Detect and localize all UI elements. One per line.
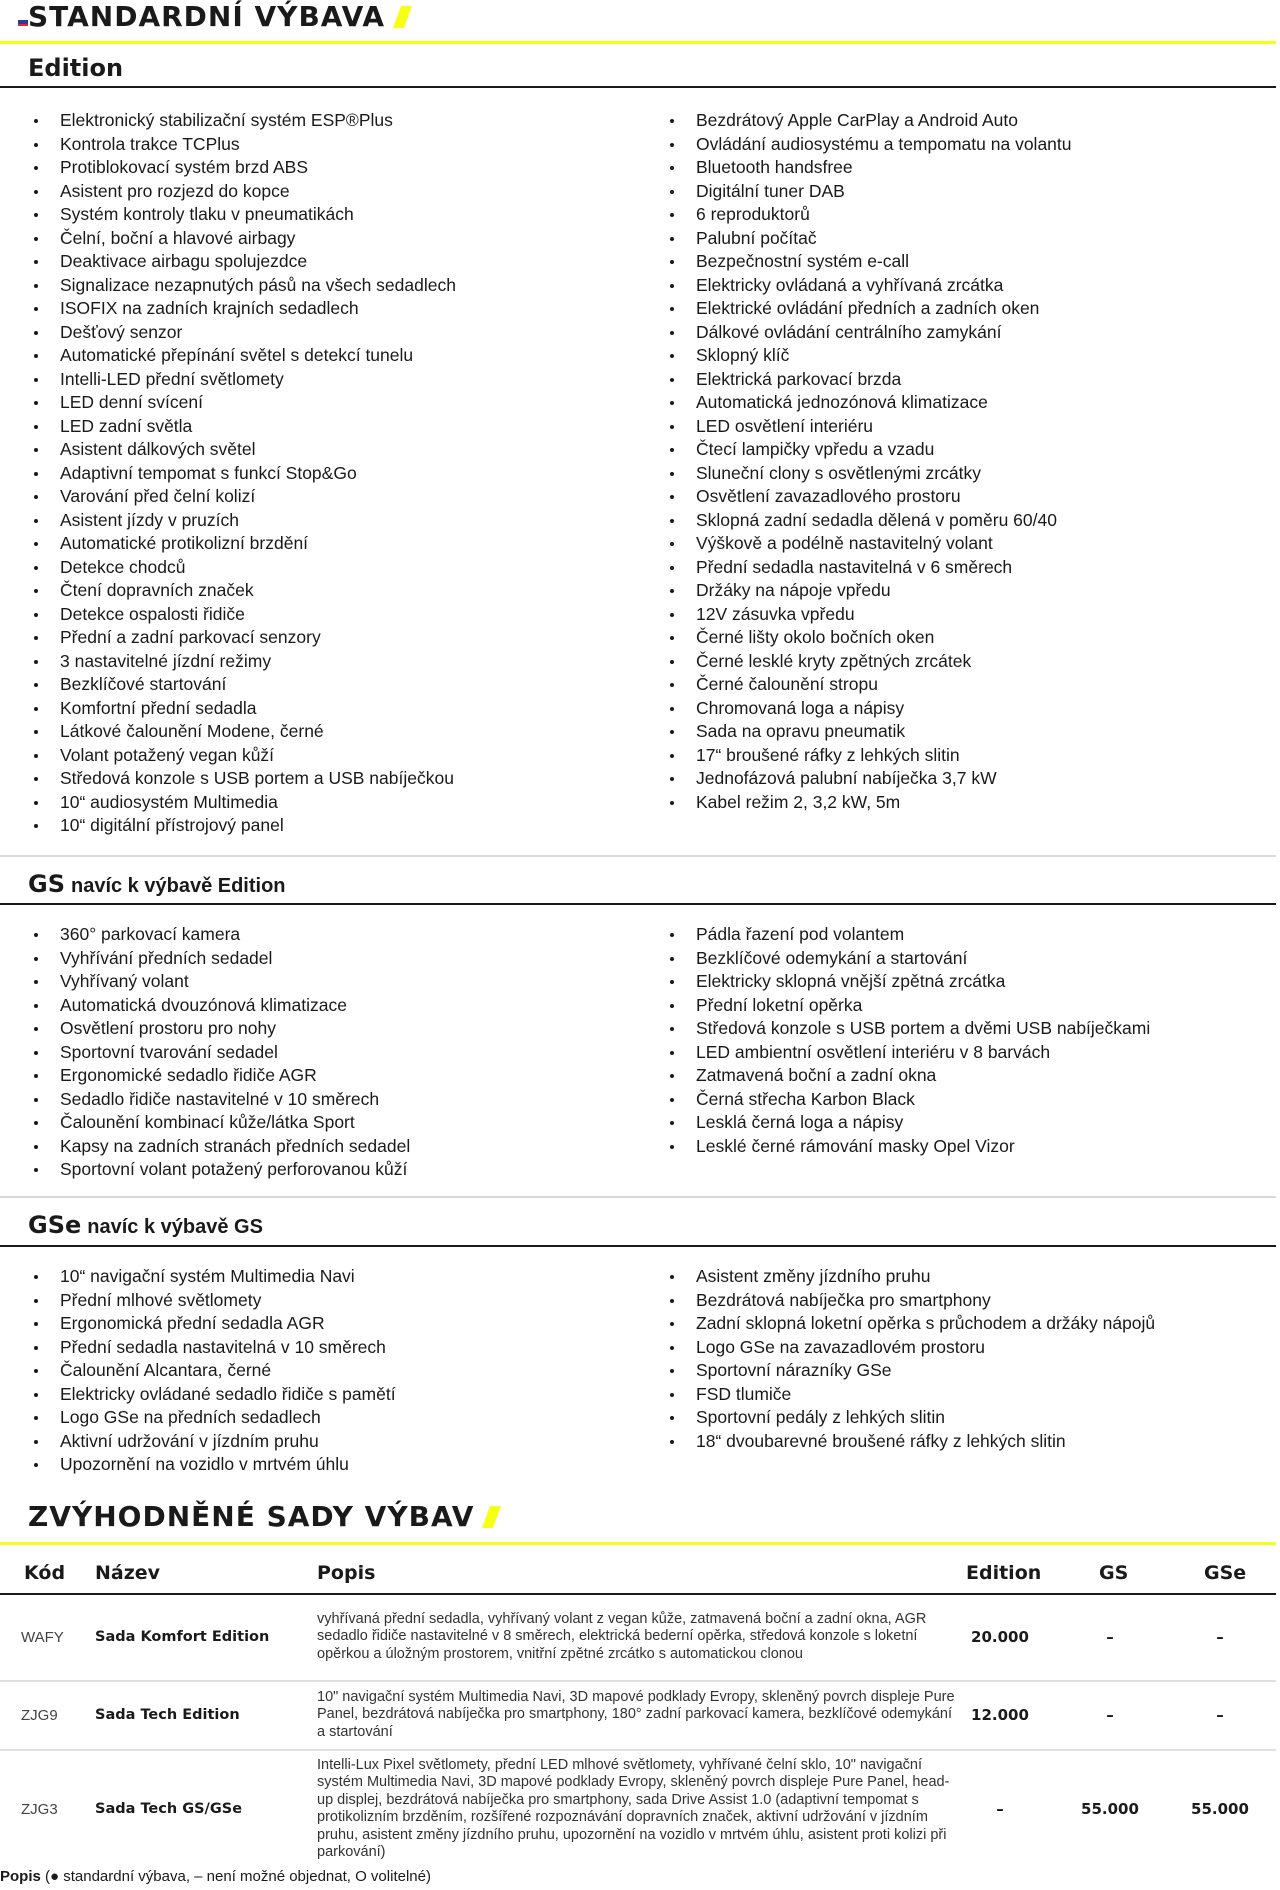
feature-item: Černá střecha Karbon Black — [666, 1088, 1266, 1112]
row-name: Sada Komfort Edition — [95, 1629, 270, 1645]
feature-item: Elektricky sklopná vnější zpětná zrcátka — [666, 970, 1266, 994]
header-name: Název — [95, 1562, 161, 1584]
feature-item: 3 nastavitelné jízdní režimy — [30, 650, 650, 674]
section-divider — [0, 1196, 1276, 1198]
feature-item: Čtení dopravních značek — [30, 579, 650, 603]
row-edition-price: – — [996, 1800, 1004, 1818]
legend-label: Popis — [0, 1868, 41, 1885]
row-divider — [0, 1749, 1276, 1751]
gs-list-left — [30, 923, 650, 1182]
feature-item: Asistent dálkových světel — [30, 438, 650, 462]
feature-item: Bezdrátová nabíječka pro smartphony — [666, 1289, 1266, 1313]
row-gs-price: – — [1106, 1628, 1114, 1646]
feature-item: 12V zásuvka vpředu — [666, 603, 1266, 627]
feature-item: FSD tlumiče — [666, 1383, 1266, 1407]
feature-item: 6 reproduktorů — [666, 203, 1266, 227]
row-gs-price: – — [1106, 1706, 1114, 1724]
feature-item: Elektricky ovládaná a vyhřívaná zrcátka — [666, 274, 1266, 298]
feature-item: Kontrola trakce TCPlus — [30, 133, 650, 157]
feature-item: Lesklé černé rámování masky Opel Vizor — [666, 1135, 1266, 1159]
row-code: WAFY — [21, 1628, 64, 1646]
feature-item: Přední loketní opěrka — [666, 994, 1266, 1018]
table-header-divider — [0, 1593, 1276, 1595]
feature-item: Upozornění na vozidlo v mrtvém úhlu — [30, 1453, 650, 1477]
slash-accent-icon — [393, 6, 412, 28]
feature-item: Středová konzole s USB portem a dvěmi USB nabíječkami — [666, 1017, 1266, 1041]
feature-item: LED osvětlení interiéru — [666, 415, 1266, 439]
feature-item: Vyhřívaný volant — [30, 970, 650, 994]
row-description: Intelli-Lux Pixel světlomety, přední LED mlhové světlomety, vyhřívané čelní sklo, 10" navigační systém Multimedia Navi, 3D mapové podklady Evropy, skleněný povrch displeje Pure Panel, head-up displej, bezdrátová nabíječka pro smartphony, sada Drive Assist 1.0 (adaptivní tempomat s protikolizním brzděním, rozšířené rozpoznávání dopravních značek, aktivní udržování v jízdním pruhu, asistent změny jízdního pruhu, upozornění na vozidlo v mrtvém úhlu, asistent proti kolizi při parkování) — [317, 1756, 950, 1860]
feature-item: Intelli-LED přední světlomety — [30, 368, 650, 392]
row-code: ZJG9 — [21, 1706, 58, 1724]
feature-item: Komfortní přední sedadla — [30, 697, 650, 721]
feature-item: Čalounění Alcantara, černé — [30, 1359, 650, 1383]
row-description: vyhřívaná přední sedadla, vyhřívaný volant z vegan kůže, zatmavená boční a zadní okna, AGR sedadlo řidiče nastavitelné v 8 směrech, elektrická bederní opěrka, středová konzole s loketní opěrkou a úložným prostorem, vnitřní zpětné zrcátko s automatickou clonou — [317, 1610, 927, 1662]
feature-item: Automatická jednozónová klimatizace — [666, 391, 1266, 415]
feature-item: Sluneční clony s osvětlenými zrcátky — [666, 462, 1266, 486]
feature-item: Automatická dvouzónová klimatizace — [30, 994, 650, 1018]
feature-item: Osvětlení prostoru pro nohy — [30, 1017, 650, 1041]
feature-item: Kabel režim 2, 3,2 kW, 5m — [666, 791, 1266, 815]
feature-item: 17“ broušené ráfky z lehkých slitin — [666, 744, 1266, 768]
feature-item: Asistent změny jízdního pruhu — [666, 1265, 1266, 1289]
section-heading-gs: GS navíc k výbavě Edition — [28, 870, 286, 898]
feature-item: Středová konzole s USB portem a USB nabíječkou — [30, 767, 650, 791]
section-divider — [0, 1245, 1276, 1247]
feature-item: Automatické přepínání světel s detekcí tunelu — [30, 344, 650, 368]
row-code: ZJG3 — [21, 1800, 58, 1818]
feature-item: Detekce chodců — [30, 556, 650, 580]
feature-item: Elektrická parkovací brzda — [666, 368, 1266, 392]
gs-list-right — [666, 923, 1266, 1158]
feature-item: Sklopný klíč — [666, 344, 1266, 368]
feature-item: Držáky na nápoje vpředu — [666, 579, 1266, 603]
feature-item: Detekce ospalosti řidiče — [30, 603, 650, 627]
feature-item: 18“ dvoubarevné broušené ráfky z lehkých slitin — [666, 1430, 1266, 1454]
feature-item: Bezdrátový Apple CarPlay a Android Auto — [666, 109, 1266, 133]
feature-item: Sportovní nárazníky GSe — [666, 1359, 1266, 1383]
header-gse: GSe — [1204, 1562, 1247, 1584]
feature-item: Vyhřívání předních sedadel — [30, 947, 650, 971]
feature-item: Výškově a podélně nastavitelný volant — [666, 532, 1266, 556]
header-gs: GS — [1099, 1562, 1129, 1584]
row-gs-price: 55.000 — [1081, 1800, 1139, 1818]
feature-item: Přední a zadní parkovací senzory — [30, 626, 650, 650]
row-gse-price: – — [1216, 1706, 1224, 1724]
feature-item: Bezklíčové startování — [30, 673, 650, 697]
row-gse-price: – — [1216, 1628, 1224, 1646]
feature-item: Černé lišty okolo bočních oken — [666, 626, 1266, 650]
feature-item: Systém kontroly tlaku v pneumatikách — [30, 203, 650, 227]
feature-item: Čtecí lampičky vpředu a vzadu — [666, 438, 1266, 462]
table-row — [0, 1753, 1276, 1865]
flag-icon — [18, 20, 28, 26]
feature-item: ISOFIX na zadních krajních sedadlech — [30, 297, 650, 321]
slash-accent-icon — [482, 1506, 501, 1528]
feature-item: 10“ navigační systém Multimedia Navi — [30, 1265, 650, 1289]
feature-item: Digitální tuner DAB — [666, 180, 1266, 204]
feature-item: Lesklá černá loga a nápisy — [666, 1111, 1266, 1135]
section-divider — [0, 903, 1276, 905]
accent-divider — [0, 41, 1276, 44]
feature-item: 360° parkovací kamera — [30, 923, 650, 947]
feature-item: Ergonomická přední sedadla AGR — [30, 1312, 650, 1336]
edition-list-right — [666, 109, 1266, 814]
table-row — [0, 1599, 1276, 1675]
feature-item: Přední sedadla nastavitelná v 6 směrech — [666, 556, 1266, 580]
feature-item: Volant potažený vegan kůží — [30, 744, 650, 768]
feature-item: Aktivní udržování v jízdním pruhu — [30, 1430, 650, 1454]
feature-item: LED zadní světla — [30, 415, 650, 439]
feature-item: Ovládání audiosystému a tempomatu na volantu — [666, 133, 1266, 157]
gse-list-left — [30, 1265, 650, 1477]
feature-item: Automatické protikolizní brzdění — [30, 532, 650, 556]
edition-list-left — [30, 109, 650, 838]
row-gse-price: 55.000 — [1191, 1800, 1249, 1818]
feature-item: Asistent pro rozjezd do kopce — [30, 180, 650, 204]
row-divider — [0, 1680, 1276, 1682]
legend — [0, 1868, 431, 1885]
feature-item: 10“ audiosystém Multimedia — [30, 791, 650, 815]
feature-item: Logo GSe na zavazadlovém prostoru — [666, 1336, 1266, 1360]
feature-item: Přední sedadla nastavitelná v 10 směrech — [30, 1336, 650, 1360]
feature-item: Zatmavená boční a zadní okna — [666, 1064, 1266, 1088]
feature-item: Ergonomické sedadlo řidiče AGR — [30, 1064, 650, 1088]
feature-item: Deaktivace airbagu spolujezdce — [30, 250, 650, 274]
feature-item: Černé čalounění stropu — [666, 673, 1266, 697]
feature-item: Elektricky ovládané sedadlo řidiče s pamětí — [30, 1383, 650, 1407]
feature-item: Jednofázová palubní nabíječka 3,7 kW — [666, 767, 1266, 791]
feature-item: Sada na opravu pneumatik — [666, 720, 1266, 744]
feature-item: Dálkové ovládání centrálního zamykání — [666, 321, 1266, 345]
section-divider — [0, 86, 1276, 88]
section-heading-gse: GSe navíc k výbavě GS — [28, 1211, 263, 1239]
feature-item: Látkové čalounění Modene, černé — [30, 720, 650, 744]
feature-item: Bezklíčové odemykání a startování — [666, 947, 1266, 971]
page-title: STANDARDNÍ VÝBAVA — [28, 0, 408, 33]
header-edition: Edition — [966, 1562, 1042, 1584]
header-desc: Popis — [317, 1562, 376, 1584]
feature-item: LED denní svícení — [30, 391, 650, 415]
feature-item: Palubní počítač — [666, 227, 1266, 251]
section-heading-edition: Edition — [28, 54, 124, 82]
feature-item: 10“ digitální přístrojový panel — [30, 814, 650, 838]
section-divider — [0, 855, 1276, 857]
row-edition-price: 20.000 — [971, 1628, 1029, 1646]
row-name: Sada Tech GS/GSe — [95, 1801, 243, 1817]
feature-item: Bezpečnostní systém e-call — [666, 250, 1266, 274]
feature-item: Pádla řazení pod volantem — [666, 923, 1266, 947]
feature-item: Elektronický stabilizační systém ESP®Plus — [30, 109, 650, 133]
feature-item: Dešťový senzor — [30, 321, 650, 345]
feature-item: Osvětlení zavazadlového prostoru — [666, 485, 1266, 509]
feature-item: Přední mlhové světlomety — [30, 1289, 650, 1313]
feature-item: Varování před čelní kolizí — [30, 485, 650, 509]
table-row — [0, 1685, 1276, 1745]
feature-item: Zadní sklopná loketní opěrka s průchodem a držáky nápojů — [666, 1312, 1266, 1336]
feature-item: Chromovaná loga a nápisy — [666, 697, 1266, 721]
feature-item: Sportovní tvarování sedadel — [30, 1041, 650, 1065]
feature-item: Adaptivní tempomat s funkcí Stop&Go — [30, 462, 650, 486]
feature-item: Bluetooth handsfree — [666, 156, 1266, 180]
feature-item: Logo GSe na předních sedadlech — [30, 1406, 650, 1430]
feature-item: Elektrické ovládání předních a zadních oken — [666, 297, 1266, 321]
feature-item: Sportovní pedály z lehkých slitin — [666, 1406, 1266, 1430]
feature-item: Černé lesklé kryty zpětných zrcátek — [666, 650, 1266, 674]
feature-item: Sklopná zadní sedadla dělená v poměru 60/40 — [666, 509, 1266, 533]
feature-item: Asistent jízdy v pruzích — [30, 509, 650, 533]
row-description: 10" navigační systém Multimedia Navi, 3D mapové podklady Evropy, skleněný povrch displeje Pure Panel, bezdrátová nabíječka pro smartphony, 180° zadní parkovací kamera, bezklíčové odemykání a startování — [317, 1688, 955, 1740]
row-name: Sada Tech Edition — [95, 1707, 240, 1723]
accent-divider — [0, 1542, 1276, 1545]
feature-item: Protiblokovací systém brzd ABS — [30, 156, 650, 180]
feature-item: Čalounění kombinací kůže/látka Sport — [30, 1111, 650, 1135]
row-edition-price: 12.000 — [971, 1706, 1029, 1724]
legend-text: (● standardní výbava, – není možné objednat, O volitelné) — [45, 1868, 431, 1885]
feature-item: LED ambientní osvětlení interiéru v 8 barvách — [666, 1041, 1266, 1065]
feature-item: Kapsy na zadních stranách předních sedadel — [30, 1135, 650, 1159]
header-code: Kód — [24, 1562, 66, 1584]
gse-list-right — [666, 1265, 1266, 1453]
feature-item: Signalizace nezapnutých pásů na všech sedadlech — [30, 274, 650, 298]
feature-item: Čelní, boční a hlavové airbagy — [30, 227, 650, 251]
packages-title: ZVÝHODNĚNÉ SADY VÝBAV — [28, 1500, 497, 1533]
feature-item: Sedadlo řidiče nastavitelné v 10 směrech — [30, 1088, 650, 1112]
feature-item: Sportovní volant potažený perforovanou kůží — [30, 1158, 650, 1182]
